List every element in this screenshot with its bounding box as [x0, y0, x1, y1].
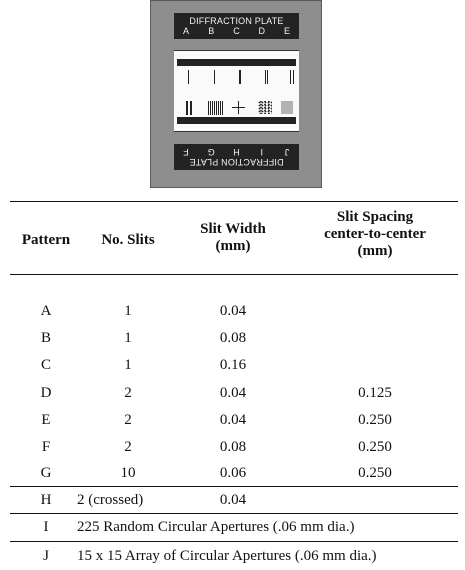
- plate-letter-j: J: [284, 147, 290, 157]
- plate-letters-bottom: [174, 147, 299, 157]
- plate-letter-h: H: [233, 147, 240, 157]
- cell-num-slits: 1: [124, 330, 132, 346]
- plate-letter-g: G: [207, 147, 215, 157]
- plate-letter-d: D: [258, 26, 265, 36]
- cell-slit-width: 0.16: [219, 357, 247, 373]
- slit-g-grating: [208, 101, 224, 115]
- plate-letter-e: E: [283, 26, 290, 36]
- plate-letter-b: B: [208, 26, 215, 36]
- slit-strip: [174, 50, 299, 132]
- header-slit-spacing-line3: (mm): [357, 243, 393, 259]
- plate-label-bottom: [174, 144, 299, 170]
- plate-letter-f: F: [183, 147, 189, 157]
- header-slit-width-line1: Slit Width: [200, 221, 266, 237]
- header-slit-spacing-line2: center-to-center: [324, 226, 426, 242]
- cell-slit-width: 0.08: [219, 330, 247, 346]
- cell-num-slits: 2 (crossed): [77, 492, 144, 508]
- table-header-rule: [10, 274, 458, 275]
- cell-slit-width: 0.04: [219, 303, 247, 319]
- slit-c: [239, 70, 241, 84]
- diffraction-plate-figure: [150, 0, 322, 188]
- aperture-array-j: [281, 101, 293, 114]
- cell-spacing: 0.250: [358, 465, 392, 481]
- header-slit-width: [190, 221, 276, 255]
- cell-num-slits: 2: [124, 439, 132, 455]
- cell-pattern: F: [41, 439, 51, 455]
- cell-slit-width: 0.04: [219, 385, 247, 401]
- cell-pattern: C: [40, 357, 51, 373]
- cell-num-slits: 2: [124, 412, 132, 428]
- slit-d-1: [265, 70, 266, 84]
- table-rule-j: [10, 541, 458, 542]
- slit-d-2: [267, 70, 268, 84]
- table-top-rule: [10, 201, 458, 202]
- plate-title-top: DIFFRACTION PLATE: [189, 16, 284, 26]
- cell-pattern: H: [40, 492, 52, 508]
- cell-slit-width: 0.06: [219, 465, 247, 481]
- cell-num-slits: 10: [120, 465, 136, 481]
- cell-spacing: 0.250: [358, 412, 392, 428]
- slit-a: [188, 70, 189, 84]
- slit-e-1: [290, 70, 291, 84]
- slit-e-2: [293, 70, 294, 84]
- cell-pattern: B: [40, 330, 51, 346]
- header-slit-spacing: [315, 209, 435, 260]
- cell-num-slits: 1: [124, 357, 132, 373]
- cell-pattern: D: [40, 385, 52, 401]
- header-slit-width-line2: (mm): [215, 238, 251, 254]
- cell-description: 225 Random Circular Apertures (.06 mm dia.): [77, 519, 355, 535]
- cell-pattern: E: [41, 412, 51, 428]
- cell-num-slits: 2: [124, 385, 132, 401]
- cell-pattern: J: [43, 548, 49, 564]
- cell-slit-width: 0.08: [219, 439, 247, 455]
- cell-pattern: A: [40, 303, 52, 319]
- slit-f-1: [186, 101, 188, 115]
- cell-slit-width: 0.04: [219, 412, 247, 428]
- cell-num-slits: 1: [124, 303, 132, 319]
- plate-letter-c: C: [233, 26, 240, 36]
- plate-letter-a: A: [182, 26, 189, 36]
- plate-label-top: [174, 13, 299, 39]
- plate-title-bottom: DIFFRACTION PLATE: [189, 157, 284, 167]
- cell-spacing: 0.250: [358, 439, 392, 455]
- cell-pattern: I: [43, 519, 49, 535]
- table-rule-i: [10, 513, 458, 514]
- cell-description: 15 x 15 Array of Circular Apertures (.06 mm dia.): [77, 548, 377, 564]
- plate-bar-top: [177, 59, 296, 66]
- plate-letter-i: I: [260, 147, 264, 157]
- slit-b: [214, 70, 215, 84]
- header-slit-spacing-line1: Slit Spacing: [336, 209, 414, 225]
- plate-letters-top: [174, 26, 299, 36]
- cross-h-horizontal: [232, 107, 245, 108]
- cell-slit-width: 0.04: [219, 492, 247, 508]
- table-rule-h: [10, 486, 458, 487]
- cell-pattern: G: [40, 465, 52, 481]
- cell-spacing: 0.125: [358, 385, 392, 401]
- plate-bar-bottom: [177, 117, 296, 124]
- header-num-slits: No. Slits: [101, 232, 155, 248]
- header-pattern: Pattern: [21, 232, 71, 248]
- random-apertures-i: [258, 101, 272, 114]
- slit-f-2: [190, 101, 192, 115]
